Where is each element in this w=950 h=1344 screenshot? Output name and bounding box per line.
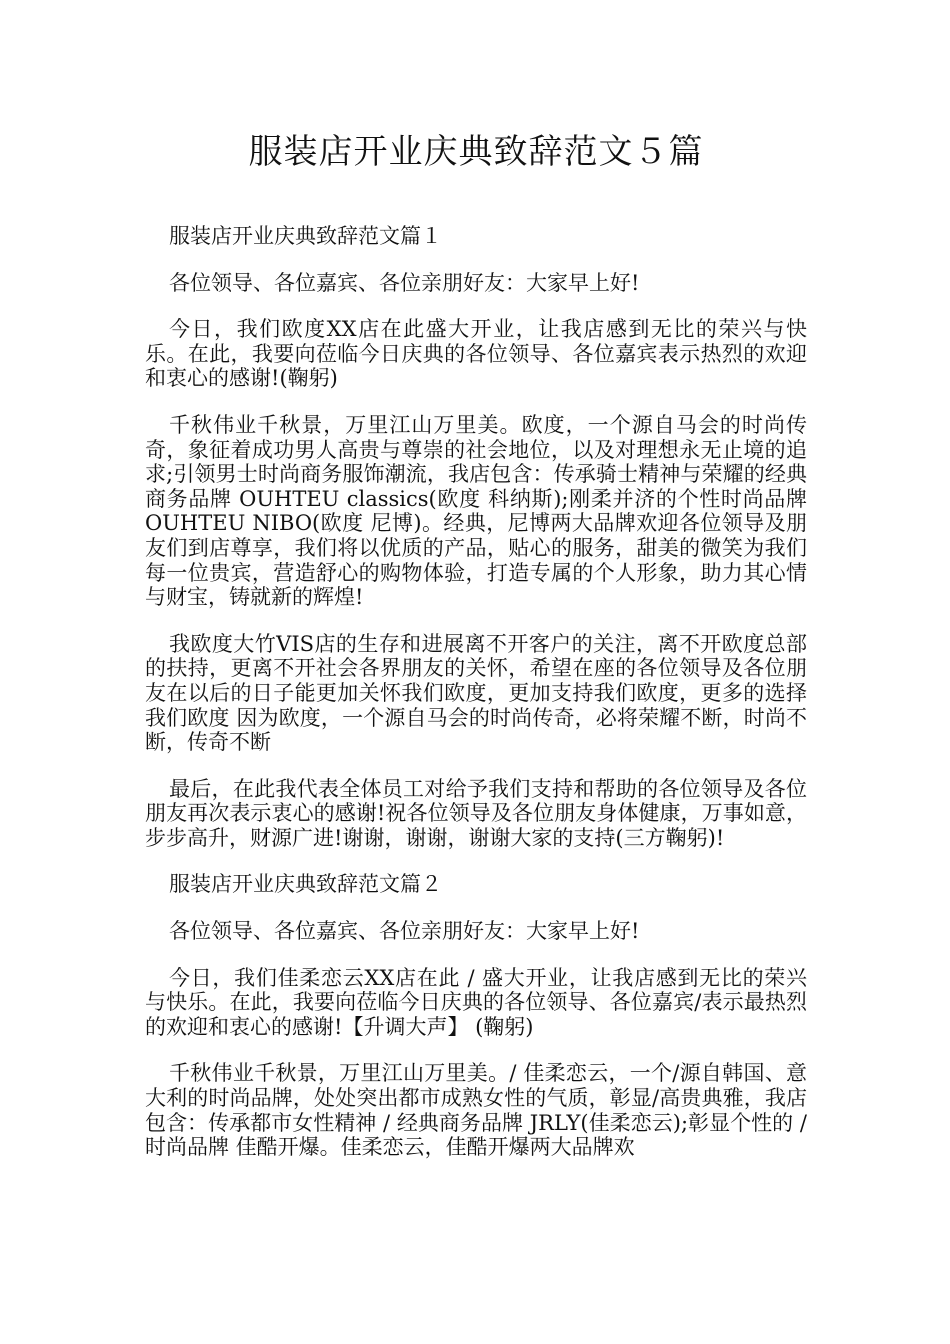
paragraph: 我欧度大竹VIS店的生存和进展离不开客户的关注，离不开欧度总部的扶持，更离不开社会各界朋友的关怀，希望在座的各位领导及各位朋友在以后的日子能更加关怀我们欧度，更加支持我们欧度，更多的选择我们欧度 因为欧度，一个源自马会的时尚传奇，必将荣耀不断，时尚不断，传奇不断 xyxy=(145,631,807,755)
document-title: 服装店开业庆典致辞范文５篇 xyxy=(248,132,704,172)
section-heading: 服装店开业庆典致辞范文篇２ xyxy=(169,872,442,897)
document-page xyxy=(145,0,807,1182)
document-body xyxy=(145,224,807,1160)
section-heading: 服装店开业庆典致辞范文篇１ xyxy=(169,224,442,248)
paragraph: 各位领导、各位嘉宾、各位亲朋好友：大家早上好! xyxy=(169,270,640,295)
paragraph: 各位领导、各位嘉宾、各位亲朋好友：大家早上好! xyxy=(169,919,640,944)
paragraph: 最后，在此我代表全体员工对给予我们支持和帮助的各位领导及各位朋友再次表示衷心的感谢!祝各位领导及各位朋友身体健康，万事如意，步步高升，财源广进!谢谢，谢谢，谢谢大家的支持(三方鞠躬)! xyxy=(145,776,807,850)
paragraph: 今日，我们佳柔恋云XX店在此 / 盛大开业，让我店感到无比的荣兴与快乐。在此，我要向莅临今日庆典的各位领导、各位嘉宾/表示最热烈的欢迎和衷心的感谢!【升调大声】 (鞠躬) xyxy=(145,965,807,1039)
paragraph: 千秋伟业千秋景，万里江山万里美。欧度，一个源自马会的时尚传奇，象征着成功男人高贵与尊崇的社会地位，以及对理想永无止境的追求;引领男士时尚商务服饰潮流，我店包含：传承骑士精神与荣耀的经典商务品牌 OUHTEU classics(欧度 科纳斯);刚柔并济的个性时尚品牌 OUHTEU NIBO(欧度 尼博)。经典，尼博两大品牌欢迎各位领导及朋友们到店尊享，我们将以优质的产品，贴心的服务，甜美的微笑为我们每一位贵宾，营造舒心的购物体验，打造专属的个人形象，助力其心情与财宝，铸就新的辉煌! xyxy=(145,412,807,610)
paragraph: 今日，我们欧度XX店在此盛大开业，让我店感到无比的荣兴与快乐。在此，我要向莅临今日庆典的各位领导、各位嘉宾表示热烈的欢迎和衷心的感谢!(鞠躬) xyxy=(145,317,807,391)
paragraph: 千秋伟业千秋景，万里江山万里美。/ 佳柔恋云，一个/源自韩国、意大利的时尚品牌，处处突出都市成熟女性的气质，彰显/高贵典雅，我店包含：传承都市女性精神 / 经典商务品牌 JRLY(佳柔恋云);彰显个性的 / 时尚品牌 佳酷开爆。佳柔恋云，佳酷开爆两大品牌欢 xyxy=(145,1061,807,1160)
